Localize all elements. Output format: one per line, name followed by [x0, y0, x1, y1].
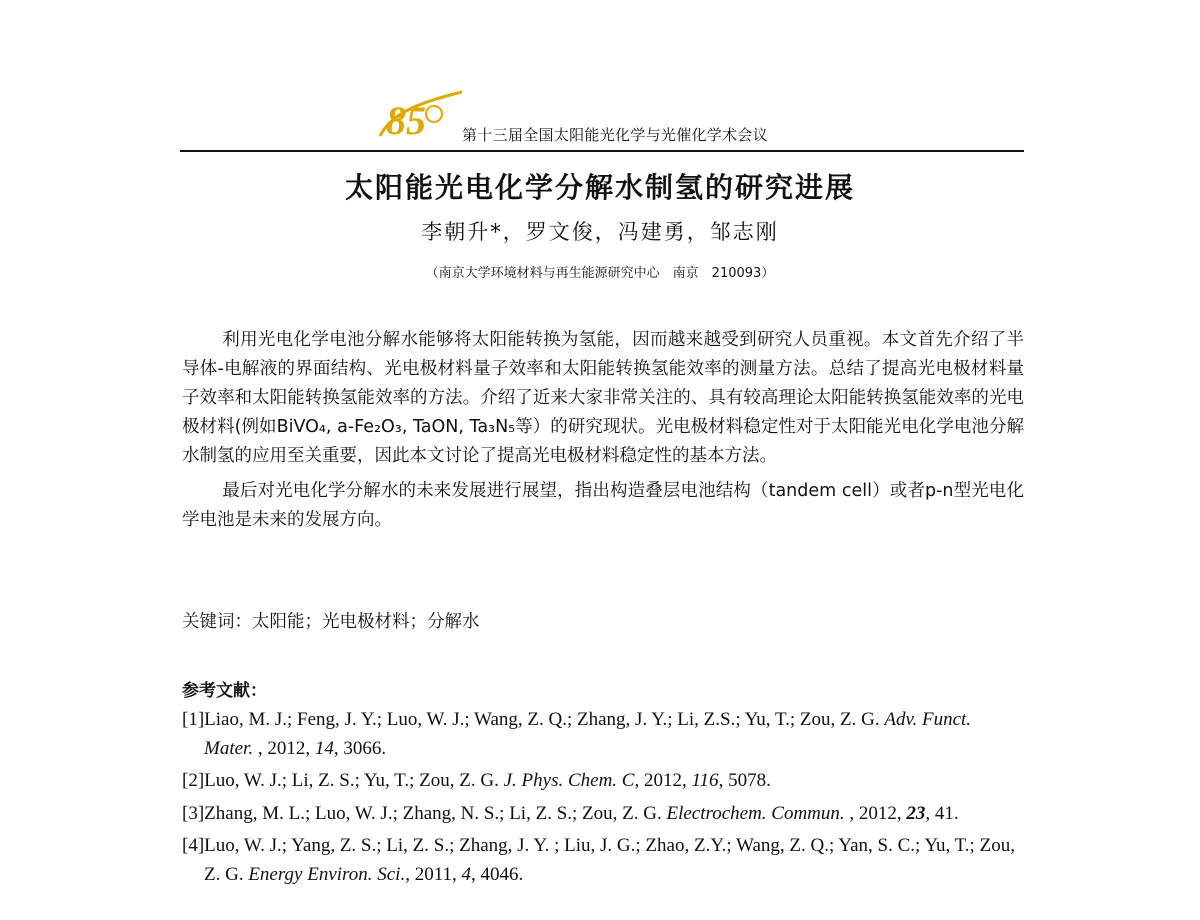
abstract-paragraph-2: 最后对光电化学分解水的未来发展进行展望，指出构造叠层电池结构（tandem cell）或者p-n型光电化学电池是未来的发展方向。 — [182, 481, 1024, 530]
logo-text: 85 — [386, 98, 426, 143]
abstract — [182, 326, 1024, 535]
paper-title: 太阳能光电化学分解水制氢的研究进展 — [344, 171, 855, 204]
header-divider — [180, 150, 1024, 152]
references-heading: 参考文献： — [182, 681, 267, 701]
reference-item: [3]Zhang, M. L.; Luo, W. J.; Zhang, N. S.; Li, Z. S.; Zou, Z. G. Electrochem. Commun. , 2012, 23, 41. — [182, 802, 959, 824]
reference-item: [4]Luo, W. J.; Yang, Z. S.; Li, Z. S.; Zhang, J. Y. ; Liu, J. G.; Zhao, Z.Y.; Wang, Z. Q.; Yan, S. C.; Yu, T.; Zou, Z. G. Energy Environ. Sci., 2011, 4, 4046. — [182, 835, 1015, 885]
conference-title: 第十三届全国太阳能光化学与光催化学术会议 — [462, 126, 769, 144]
affiliation: （南京大学环境材料与再生能源研究中心 南京 210093） — [425, 266, 775, 281]
authors: 李朝升*，罗文俊，冯建勇，邹志刚 — [421, 220, 779, 244]
references-list — [182, 706, 1024, 893]
conference-logo — [372, 86, 468, 144]
reference-item: [2]Luo, W. J.; Li, Z. S.; Yu, T.; Zou, Z. G. J. Phys. Chem. C, 2012, 116, 5078. — [182, 770, 771, 791]
keywords: 关键词：太阳能；光电极材料；分解水 — [182, 612, 480, 632]
reference-item: [1]Liao, M. J.; Feng, J. Y.; Luo, W. J.; Wang, Z. Q.; Zhang, J. Y.; Li, Z.S.; Yu, T.; Zou, Z. G. Adv. Funct. Mater. , 2012, 14, 3066. — [182, 709, 972, 759]
abstract-paragraph-1: 利用光电化学电池分解水能够将太阳能转换为氢能，因而越来越受到研究人员重视。本文首先介绍了半导体-电解液的界面结构、光电极材料量子效率和太阳能转换氢能效率的测量方法。总结了提高光电极材料量子效率和太阳能转换氢能效率的方法。介绍了近来大家非常关注的、具有较高理论太阳能转换氢能效率的光电极材料(例如BiVO₄, a-Fe₂O₃, TaON, Ta₃N₅等）的研究现状。光电极材料稳定性对于太阳能光电化学电池分解水制氢的应用至关重要，因此本文讨论了提高光电极材料稳定性的基本方法。 — [182, 330, 1024, 466]
